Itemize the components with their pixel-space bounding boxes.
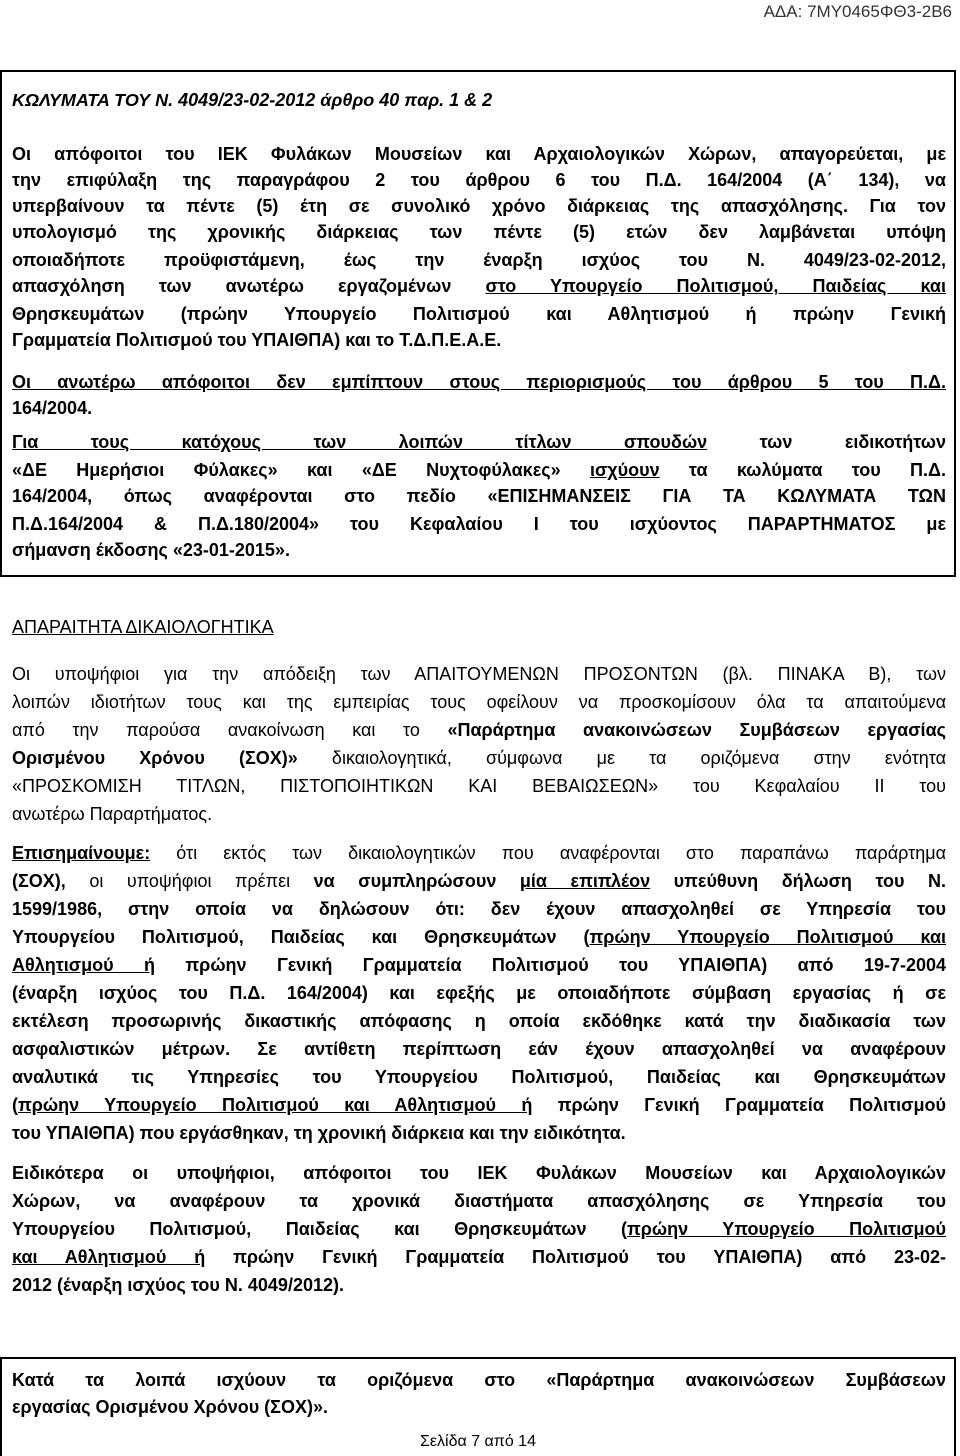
text-line: Π.Δ.164/2004 & Π.Δ.180/2004» του Κεφαλαίου Ι του ισχύοντος ΠΑΡΑΡΤΗΜΑΤΟΣ με (12, 514, 946, 534)
page-number: Σελίδα 7 από 14 (420, 1433, 536, 1450)
text-line: την επιφύλαξη της παραγράφου 2 του άρθρου 6 του Π.Δ. 164/2004 (Α΄ 134), να (12, 170, 946, 190)
text-line: Αθλητισμού ή πρώην Γενική Γραμματεία Πολιτισμού του ΥΠΑΙΘΠΑ) από 19-7-2004 (12, 955, 947, 975)
text-line: αναλυτικά τις Υπηρεσίες του Υπουργείου Πολιτισμού, Παιδείας και Θρησκευμάτων (12, 1067, 946, 1087)
text-line: από την παρούσα ανακοίνωση και το «Παράρτημα ανακοινώσεων Συμβάσεων εργασίας (12, 720, 946, 740)
text-line: Χώρων, να αναφέρουν τα χρονικά διαστήματα απασχόλησης σε Υπηρεσία του (12, 1191, 946, 1211)
text-line: Υπουργείου Πολιτισμού, Παιδείας και Θρησκευμάτων (πρώην Υπουργείο Πολιτισμού και (12, 927, 947, 947)
text-line: Κατά τα λοιπά ισχύουν τα οριζόμενα στο «Παράρτημα ανακοινώσεων Συμβάσεων (12, 1370, 946, 1390)
text-line: εργασίας Ορισμένου Χρόνου (ΣΟΧ)». (12, 1397, 328, 1417)
text-line: οποιαδήποτε προϋφιστάμενη, έως την έναρξη ισχύος του Ν. 4049/23-02-2012, (12, 250, 946, 270)
text-line: Ειδικότερα οι υποψήφιοι, απόφοιτοι του ΙΕΚ Φυλάκων Μουσείων και Αρχαιολογικών (12, 1163, 946, 1183)
text-line: (ΣΟΧ), οι υποψήφιοι πρέπει να συμπληρώσουν μία επιπλέον υπεύθυνη δήλωση του Ν. (12, 871, 946, 891)
text-line: Υπουργείου Πολιτισμού, Παιδείας και Θρησκευμάτων (πρώην Υπουργείο Πολιτισμού (12, 1219, 946, 1239)
text-line: και Αθλητισμού ή πρώην Γενική Γραμματεία Πολιτισμού του ΥΠΑΙΘΠΑ) από 23-02- (12, 1247, 946, 1267)
text-line: Για τους κατόχους των λοιπών τίτλων σπουδών των ειδικοτήτων (12, 432, 947, 452)
text-line: Οι ανωτέρω απόφοιτοι δεν εμπίπτουν στους περιορισμούς του άρθρου 5 του Π.Δ. (12, 372, 946, 392)
text-line: (πρώην Υπουργείο Πολιτισμού και Αθλητισμού ή πρώην Γενική Γραμματεία Πολιτισμού (12, 1095, 946, 1115)
text-line: απασχόληση των ανωτέρω εργαζομένων στο Υπουργείο Πολιτισμού, Παιδείας και (12, 276, 946, 296)
text-line: υπολογισμό της χρονικής διάρκειας των πέντε (5) ετών δεν λαμβάνεται υπόψη (12, 222, 946, 242)
text-line: Οι υποψήφιοι για την απόδειξη των ΑΠΑΙΤΟΥΜΕΝΩΝ ΠΡΟΣΟΝΤΩΝ (βλ. ΠΙΝΑΚΑ Β), των (12, 664, 946, 684)
ada-identifier: ΑΔΑ: 7ΜΥ0465ΦΘ3-2Β6 (763, 2, 952, 21)
text-line: του ΥΠΑΙΘΠΑ) που εργάσθηκαν, τη χρονική διάρκεια και την ειδικότητα. (12, 1123, 626, 1143)
text-line: υπερβαίνουν τα πέντε (5) έτη σε συνολικό χρόνο διάρκειας της απασχόλησης. Για τον (12, 196, 946, 216)
text-line: Ορισμένου Χρόνου (ΣΟΧ)» δικαιολογητικά, σύμφωνα με τα οριζόμενα στην ενότητα (12, 748, 946, 768)
text-line: (έναρξη ισχύος του Π.Δ. 164/2004) και εφεξής με οποιαδήποτε σύμβαση εργασίας ή σε (12, 983, 946, 1003)
text-line: 2012 (έναρξη ισχύος του Ν. 4049/2012). (12, 1275, 344, 1295)
text-line: εκτέλεση προσωρινής δικαστικής απόφασης η οποία εκδόθηκε κατά την διαδικασία των (12, 1011, 946, 1031)
text-line: 1599/1986, στην οποία να δηλώσουν ότι: δεν έχουν απασχοληθεί σε Υπηρεσία του (12, 899, 946, 919)
text-line: Γραμματεία Πολιτισμού του ΥΠΑΙΘΠΑ) και το Τ.Δ.Π.Ε.Α.Ε. (12, 330, 502, 350)
text-line: λοιπών ιδιοτήτων τους και της εμπειρίας τους οφείλουν να προσκομίσουν όλα τα απαιτούμενα (12, 692, 946, 712)
restrictions-title: ΚΩΛΥΜΑΤΑ ΤΟΥ Ν. 4049/23-02-2012 άρθρο 40 παρ. 1 & 2 (12, 90, 493, 110)
text-line: 164/2004. (12, 398, 93, 418)
text-line: Θρησκευμάτων (πρώην Υπουργείο Πολιτισμού και Αθλητισμού ή πρώην Γενική (12, 304, 946, 324)
text-line: «ΠΡΟΣΚΟΜΙΣΗ ΤΙΤΛΩΝ, ΠΙΣΤΟΠΟΙΗΤΙΚΩΝ ΚΑΙ ΒΕΒΑΙΩΣΕΩΝ» του Κεφαλαίου ΙΙ του (12, 776, 946, 796)
text-line: Οι απόφοιτοι του ΙΕΚ Φυλάκων Μουσείων και Αρχαιολογικών Χώρων, απαγορεύεται, με (12, 144, 946, 164)
text-line: ασφαλιστικών μέτρων. Σε αντίθετη περίπτωση εάν έχουν απασχοληθεί να αναφέρουν (12, 1039, 946, 1059)
text-line: σήμανση έκδοσης «23-01-2015». (12, 540, 290, 560)
text-line: ανωτέρω Παραρτήματος. (12, 804, 213, 824)
text-line: 164/2004, όπως αναφέρονται στο πεδίο «ΕΠΙΣΗΜΑΝΣΕΙΣ ΓΙΑ ΤΑ ΚΩΛΥΜΑΤΑ ΤΩΝ (12, 486, 946, 506)
text-line: «ΔΕ Ημερήσιοι Φύλακες» και «ΔΕ Νυχτοφύλακες» ισχύουν τα κωλύματα του Π.Δ. (12, 460, 946, 480)
section-heading: ΑΠΑΡΑΙΤΗΤΑ ΔΙΚΑΙΟΛΟΓΗΤΙΚΑ (12, 617, 274, 637)
text-line: Επισημαίνουμε: ότι εκτός των δικαιολογητικών που αναφέρονται στο παραπάνω παράρτημα (12, 843, 946, 863)
